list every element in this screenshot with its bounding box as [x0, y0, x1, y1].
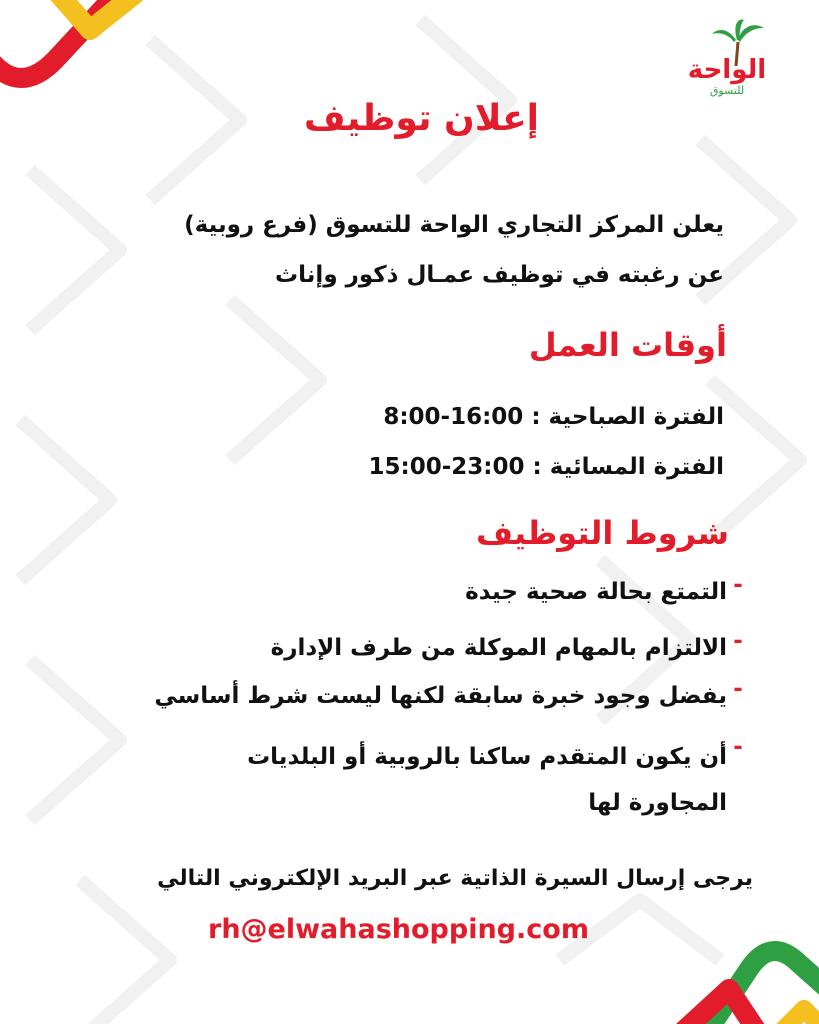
- intro-line-1: يعلن المركز التجاري الواحة للتسوق (فرع روبية): [184, 212, 724, 238]
- contact-email[interactable]: rh@elwahashopping.com: [208, 914, 589, 945]
- elwaha-logo: [684, 18, 770, 98]
- shift-time: 8:00-16:00: [383, 404, 524, 430]
- work-hours-heading: أوقات العمل: [528, 326, 727, 364]
- condition-text: أن يكون المتقدم ساكنا بالروبية أو البلديات المجاورة لها: [247, 744, 727, 816]
- shift-row: [369, 392, 725, 442]
- work-hours-list: [369, 392, 725, 492]
- intro-line-2: عن رغبته في توظيف عمـال ذكور وإناث: [275, 262, 724, 288]
- conditions-heading: شروط التوظيف: [475, 514, 729, 552]
- condition-text: الالتزام بالمهام الموكلة من طرف الإدارة: [270, 635, 727, 661]
- condition-item: [149, 628, 749, 676]
- conditions-list: [149, 572, 749, 826]
- shift-time: 15:00-23:00: [368, 454, 525, 480]
- condition-text: يفضل وجود خبرة سابقة لكنها ليست شرط أساسي: [154, 683, 727, 709]
- bullet-dash: -: [733, 676, 743, 702]
- logo-wordmark: الواحة: [687, 55, 767, 85]
- corner-decoration-top-left: [0, 0, 150, 100]
- page-title: إعلان توظيف: [303, 98, 539, 139]
- condition-text: التمتع بحالة صحية جيدة: [465, 579, 727, 605]
- condition-item: [149, 676, 749, 734]
- condition-item: [149, 572, 749, 628]
- bullet-dash: -: [733, 628, 743, 654]
- corner-decoration-bottom-right: [669, 914, 819, 1024]
- bullet-dash: -: [733, 734, 743, 760]
- logo-subtext: للتسوق: [709, 84, 745, 97]
- shift-label: الفترة الصباحية :: [531, 404, 724, 430]
- intro-text: [164, 200, 724, 300]
- condition-item: [149, 734, 749, 826]
- shift-label: الفترة المسائية :: [532, 454, 724, 480]
- shift-row: [369, 442, 725, 492]
- footer-instruction: يرجى إرسال السيرة الذاتية عبر البريد الإلكتروني التالي: [157, 866, 753, 891]
- bullet-dash: -: [733, 572, 743, 598]
